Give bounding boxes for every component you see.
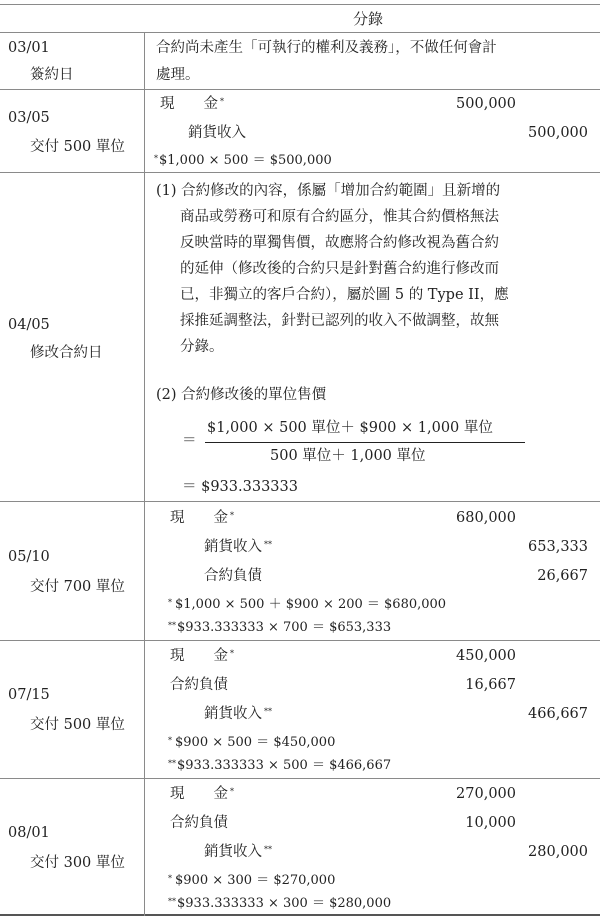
row-text-line: 合約尚未產生「可執行的權利及義務」，不做任何會計 bbox=[156, 40, 497, 56]
account-name: 現 金 * bbox=[160, 96, 224, 112]
row-event: 簽約日 bbox=[30, 67, 74, 83]
row-event: 交付 300 單位 bbox=[30, 855, 125, 871]
equals-sign: ＝ bbox=[182, 433, 197, 449]
debit-amount: 680,000 bbox=[456, 510, 516, 526]
row-text-line: 處理。 bbox=[156, 67, 200, 83]
footnote: * $900 × 300 ＝ $270,000 bbox=[168, 873, 336, 888]
paragraph-line: 已，非獨立的客戶合約），屬於圖 5 的 Type II，應 bbox=[180, 287, 509, 303]
row-divider bbox=[0, 501, 600, 502]
credit-amount: 653,333 bbox=[528, 539, 588, 555]
header-rule bbox=[0, 32, 600, 33]
row-date: 07/15 bbox=[8, 687, 50, 703]
debit-amount: 16,667 bbox=[465, 677, 516, 693]
account-name: 合約負債 bbox=[170, 815, 228, 831]
account-name: 銷貨收入 bbox=[188, 125, 246, 141]
row-divider bbox=[0, 778, 600, 779]
row-date: 03/01 bbox=[8, 40, 50, 56]
paragraph-line: 分錄。 bbox=[180, 339, 224, 355]
modification-paragraph bbox=[156, 178, 588, 360]
footnote: * $1,000 × 500 ＋ $900 × 200 ＝ $680,000 bbox=[168, 597, 447, 612]
header-entries: 分錄 bbox=[353, 10, 384, 28]
account-name: 銷貨收入 ** bbox=[204, 539, 272, 555]
unit-price-heading: (2) 合約修改後的單位售價 bbox=[156, 387, 327, 403]
row-event: 修改合約日 bbox=[30, 345, 103, 361]
debit-amount: 500,000 bbox=[456, 96, 516, 112]
row-date: 05/10 bbox=[8, 549, 50, 565]
row-divider bbox=[0, 89, 600, 90]
row-event: 交付 500 單位 bbox=[30, 717, 125, 733]
footnote: *$1,000 × 500 ＝ $500,000 bbox=[154, 153, 332, 168]
account-name: 現 金 * bbox=[170, 510, 234, 526]
footnote: **$933.333333 × 300 ＝ $280,000 bbox=[168, 896, 392, 911]
table-top-rule bbox=[0, 4, 600, 5]
debit-amount: 450,000 bbox=[456, 648, 516, 664]
paragraph-line: 反映當時的單獨售價，故應將合約修改視為舊合約 bbox=[180, 235, 499, 251]
column-divider bbox=[144, 32, 145, 916]
row-event: 交付 700 單位 bbox=[30, 579, 125, 595]
row-event: 交付 500 單位 bbox=[30, 139, 125, 155]
account-name: 銷貨收入 ** bbox=[204, 706, 272, 722]
fraction-bar bbox=[205, 442, 525, 443]
row-divider bbox=[0, 172, 600, 173]
row-divider bbox=[0, 640, 600, 641]
paragraph-line: (1) 合約修改的內容，係屬「增加合約範圍」且新增的 bbox=[156, 183, 501, 199]
footnote: **$933.333333 × 700 ＝ $653,333 bbox=[168, 620, 392, 635]
row-date: 08/01 bbox=[8, 825, 50, 841]
credit-amount: 500,000 bbox=[528, 125, 588, 141]
debit-amount: 10,000 bbox=[465, 815, 516, 831]
account-name: 合約負債 bbox=[204, 568, 262, 584]
paragraph-line: 的延伸（修改後的合約只是針對舊合約進行修改而 bbox=[180, 261, 499, 277]
paragraph-line: 採推延調整法，針對已認列的收入不做調整，故無 bbox=[180, 313, 499, 329]
fraction-denominator: 500 單位＋ 1,000 單位 bbox=[270, 448, 426, 464]
credit-amount: 26,667 bbox=[537, 568, 588, 584]
credit-amount: 280,000 bbox=[528, 844, 588, 860]
account-name: 現 金 * bbox=[170, 786, 234, 802]
paragraph-line: 商品或勞務可和原有合約區分，惟其合約價格無法 bbox=[180, 209, 499, 225]
debit-amount: 270,000 bbox=[456, 786, 516, 802]
footnote: * $900 × 500 ＝ $450,000 bbox=[168, 735, 336, 750]
credit-amount: 466,667 bbox=[528, 706, 588, 722]
account-name: 銷貨收入 ** bbox=[204, 844, 272, 860]
account-name: 現 金 * bbox=[170, 648, 234, 664]
row-date: 04/05 bbox=[8, 317, 50, 333]
table-bottom-rule bbox=[0, 914, 600, 916]
fraction-numerator: $1,000 × 500 單位＋ $900 × 1,000 單位 bbox=[207, 420, 493, 436]
footnote: **$933.333333 × 500 ＝ $466,667 bbox=[168, 758, 392, 773]
account-name: 合約負債 bbox=[170, 677, 228, 693]
row-date: 03/05 bbox=[8, 110, 50, 126]
unit-price-result: ＝ $933.333333 bbox=[182, 479, 298, 495]
